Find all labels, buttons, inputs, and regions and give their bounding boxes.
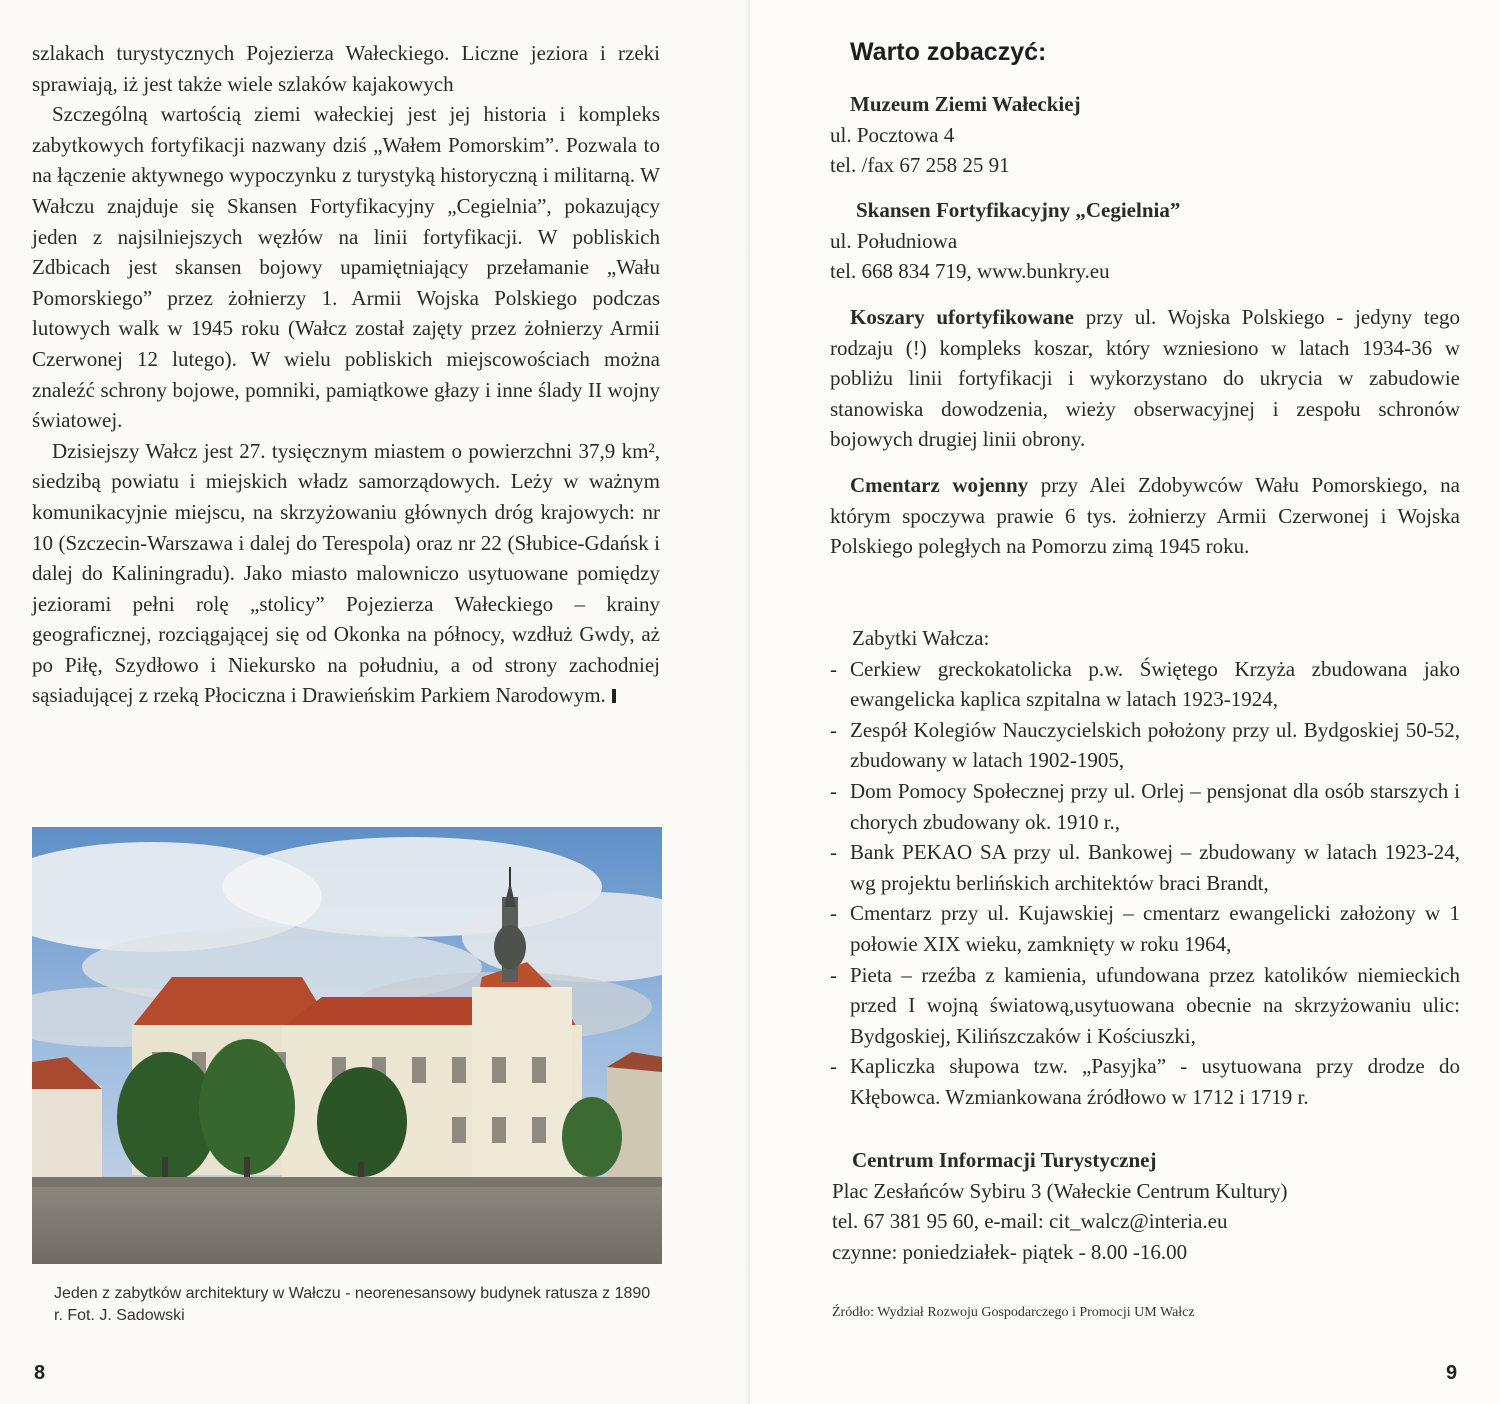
cit-contact: tel. 67 381 95 60, e-mail: cit_walcz@interia.eu bbox=[832, 1209, 1228, 1234]
left-paragraph-2: Szczególną wartością ziemi wałeckiej jest jej historia i kompleks zabytkowych fortyfikacji nazwany dziś „Wałem Pomorskim”. Pozwala to na łączenie aktywnego wypoczynku z turystyką historyczną i militarną. W Wałczu znajduje się Skansen Fortyfikacyjny „Cegielnia”, pokazujący jeden z najsilniejszych węzłów na linii fortyfikacji. W pobliskich Zdbicach jest skansen bojowy upamiętniający przełamanie „Wału Pomorskiego” przez żołnierzy 1. Armii Wojska Polskiego podczas lutowych walk w 1945 roku (Wałcz został zajęty przez żołnierzy Armii Czerwonej 12 lutego). W wielu pobliskich miejscowościach można znaleźć schrony bojowe, pomniki, pamiątkowe głazy i inne ślady II wojny światowej. bbox=[32, 102, 660, 433]
right-heading: Warto zobaczyć: bbox=[850, 38, 1047, 66]
skansen-title: Skansen Fortyfikacyjny „Cegielnia” bbox=[856, 198, 1181, 222]
cmentarz-text: przy Alei Zdobywców Wału Pomorskiego, na którym spoczywa prawie 6 tys. żołnierzy Armii Czerwonej i Wojska Polskiego poległych na Pomorzu zimą 1945 roku. bbox=[830, 473, 1460, 559]
koszary-paragraph bbox=[830, 302, 1460, 455]
koszary-lead: Koszary ufortyfikowane bbox=[850, 305, 1075, 329]
skansen-block bbox=[830, 195, 1460, 287]
museum-phone: tel. /fax 67 258 25 91 bbox=[830, 153, 1010, 178]
zabytki-list bbox=[830, 623, 1460, 1113]
museum-address: ul. Pocztowa 4 bbox=[830, 122, 955, 147]
museum-block bbox=[830, 89, 1460, 181]
left-paragraph-3-text: Dzisiejszy Wałcz jest 27. tysięcznym miastem o powierzchni 37,9 km², siedzibą powiatu i miejskich władz samorządowych. Leży w ważnym komunikacyjnie miejscu, na skrzyżowaniu głównych dróg krajowych: nr 10 (Szczecin-Warszawa i dalej do Terespola) oraz nr 22 (Słubice-Gdańsk i dalej do Kaliningradu). Jako miasto malowniczo usytuowane pomiędzy jeziorami pełni rolę „stolicy” Pojezierza Wałeckiego – krainy geograficznej, rozciągającej się od Okonka na północy, wzdłuż Gwdy, aż po Piłę, Szydłowo i Niekursko na południu, a od strony zachodniej sąsiadującej z rzeką Płociczna i Drawieńskim Parkiem Narodowym. bbox=[32, 438, 660, 708]
koszary-text: przy ul. Wojska Polskiego - jedyny tego rodzaju (!) kompleks koszar, który wzniesiono w latach 1934-36 w pobliżu linii fortyfikacji i wykorzystano do ukrycia w zabudowie stanowiska dowodzenia, wieży obserwacyjnej i zespołu schronów bojowych drugiej linii obrony. bbox=[830, 305, 1460, 452]
cit-title: Centrum Informacji Turystycznej bbox=[852, 1148, 1157, 1172]
page-number-left: 8 bbox=[34, 1362, 46, 1384]
photo-caption: Jeden z zabytków architektury w Wałczu - neorenesansowy budynek ratusza z 1890 r. Fot. J. Sadowski bbox=[54, 1285, 651, 1324]
left-body-text bbox=[32, 38, 660, 711]
list-item: - Cerkiew greckokatolicka p.w. Świętego Krzyża zbudowana jako ewangelicka kaplica szpitalna w latach 1923-1924, bbox=[830, 656, 1460, 712]
zabytki-title: Zabytki Wałcza: bbox=[852, 626, 990, 650]
cit-address: Plac Zesłańców Sybiru 3 (Wałeckie Centrum Kultury) bbox=[832, 1178, 1288, 1203]
museum-title: Muzeum Ziemi Wałeckiej bbox=[850, 92, 1081, 116]
cit-hours: czynne: poniedziałek- piątek - 8.00 -16.00 bbox=[832, 1239, 1188, 1264]
list-item: - Zespół Kolegiów Nauczycielskich położony przy ul. Bydgoskiej 50-52, zbudowany w latach 1902-1905, bbox=[830, 717, 1460, 773]
list-item: - Kapliczka słupowa tzw. „Pasyjka” - usytuowana przy drodze do Kłębowca. Wzmiankowana źródłowo w 1712 i 1719 r. bbox=[830, 1054, 1460, 1109]
town-hall-photo bbox=[32, 827, 662, 1264]
list-item: - Dom Pomocy Społecznej przy ul. Orlej – pensjonat dla osób starszych i chorych zbudowany ok. 1910 r., bbox=[830, 778, 1460, 834]
end-mark-icon bbox=[612, 689, 616, 703]
list-item: - Cmentarz przy ul. Kujawskiej – cmentarz ewangelicki założony w 1 połowie XIX wieku, zamknięty w roku 1964, bbox=[830, 901, 1460, 956]
source-note: Źródło: Wydział Rozwoju Gospodarczego i Promocji UM Wałcz bbox=[832, 1305, 1195, 1320]
left-paragraph-1: szlakach turystycznych Pojezierza Wałeckiego. Liczne jeziora i rzeki sprawiają, iż jest także wiele szlaków kajakowych bbox=[32, 41, 660, 96]
list-item: - Pieta – rzeźba z kamienia, ufundowana przez katolików niemieckich przed I wojną światową,usytuowana obecnie na skrzyżowaniu ulic: Bydgoskiej, Kilińszczaków i Kościuszki, bbox=[830, 962, 1460, 1048]
skansen-address: ul. Południowa bbox=[830, 228, 958, 253]
cit-block bbox=[832, 1145, 1462, 1267]
left-paragraph-3 bbox=[32, 436, 660, 711]
cmentarz-paragraph bbox=[830, 470, 1460, 562]
page-number-right: 9 bbox=[1446, 1362, 1458, 1384]
skansen-contact: tel. 668 834 719, www.bunkry.eu bbox=[830, 259, 1110, 284]
list-item: - Bank PEKAO SA przy ul. Bankowej – zbudowany w latach 1923-24, wg projektu berlińskich architektów braci Brandt, bbox=[830, 840, 1460, 895]
cmentarz-lead: Cmentarz wojenny bbox=[850, 473, 1029, 497]
